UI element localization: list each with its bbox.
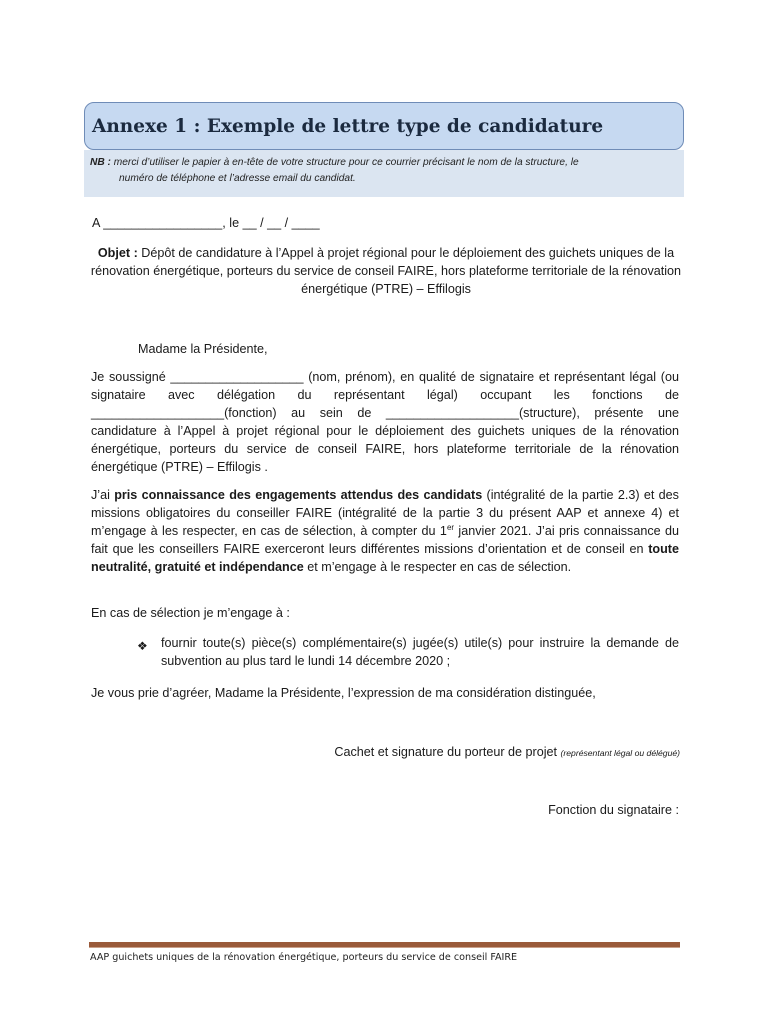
para2-bold-engagements: pris connaissance des engagements attendus des candidats: [114, 488, 483, 502]
para2-part-d: et m’engage à le respecter en cas de sélection.: [303, 560, 572, 574]
para2-part-c: janvier 2021. J’ai pris connaissance du fait que les conseillers FAIRE exerceront leurs différentes missions d’orientation et de conseil en: [91, 524, 680, 556]
para2-part-a: J’ai: [91, 488, 115, 502]
salutation: Madame la Présidente,: [138, 342, 268, 356]
signatory-function: Fonction du signataire :: [548, 803, 679, 817]
diamond-bullet-icon: ❖: [137, 639, 148, 653]
place-date-line: A _________________, le __ / __ / ____: [92, 216, 320, 230]
objet-paragraph: [88, 244, 684, 298]
bullet-item: fournir toute(s) pièce(s) complémentaire(s) jugée(s) utile(s) pour instruire la demande de subvention au plus tard le lundi 14 décembre 2020 ;: [161, 636, 679, 668]
nb-line-1: merci d’utiliser le papier à en-tête de votre structure pour ce courrier précisant le nom de la structure, le: [113, 157, 579, 168]
footer-rule: [89, 942, 680, 948]
signature-block: [280, 743, 680, 762]
footer-text: AAP guichets uniques de la rénovation énergétique, porteurs du service de conseil FAIRE: [90, 952, 518, 963]
declaration-paragraph: Je soussigné ___________________ (nom, prénom), en qualité de signataire et représentant légal (ou signataire avec délégation du représentant légal) occupant les fonctions de ___________________(fonction) au sein de ___________________(structure), présente une candidature à l’Appel à projet régional pour le déploiement des guichets uniques de la rénovation énergétique, porteurs du service de conseil FAIRE, hors plateforme territoriale de la rénovation énergétique (PTRE) – Effilogis .: [91, 370, 679, 474]
selection-intro: En cas de sélection je m’engage à :: [91, 606, 290, 620]
cachet-note: (représentant légal ou délégué): [560, 748, 680, 758]
para2-part-b: (intégralité de la partie 2.3) et des missions obligatoires du conseiller FAIRE (intégralité de la partie 3 du présent AAP et annexe 4) et m’engage à les respecter, en cas de sélection, à compter du 1: [91, 488, 679, 538]
nb-line-2: numéro de téléphone et l’adresse email du candidat.: [119, 173, 356, 184]
cachet-label: Cachet et signature du porteur de projet: [334, 745, 561, 759]
objet-label: Objet :: [97, 246, 138, 260]
nb-note: [90, 155, 680, 187]
closing-formula: Je vous prie d’agréer, Madame la Présidente, l’expression de ma considération distinguée,: [91, 686, 596, 700]
nb-label: NB :: [90, 157, 111, 168]
annex-title: Annexe 1 : Exemple de lettre type de candidature: [92, 116, 604, 137]
objet-text: Dépôt de candidature à l’Appel à projet régional pour le déploiement des guichets uniques de la rénovation énergétique, porteurs du service de conseil FAIRE, hors plateforme territoriale de la rénovation énergétique (PTRE) – Effilogis: [90, 246, 682, 296]
para2-bold-neutralite: toute neutralité, gratuité et indépendance: [91, 542, 679, 574]
engagement-paragraph: [91, 486, 679, 576]
para2-superscript: er: [446, 522, 455, 532]
